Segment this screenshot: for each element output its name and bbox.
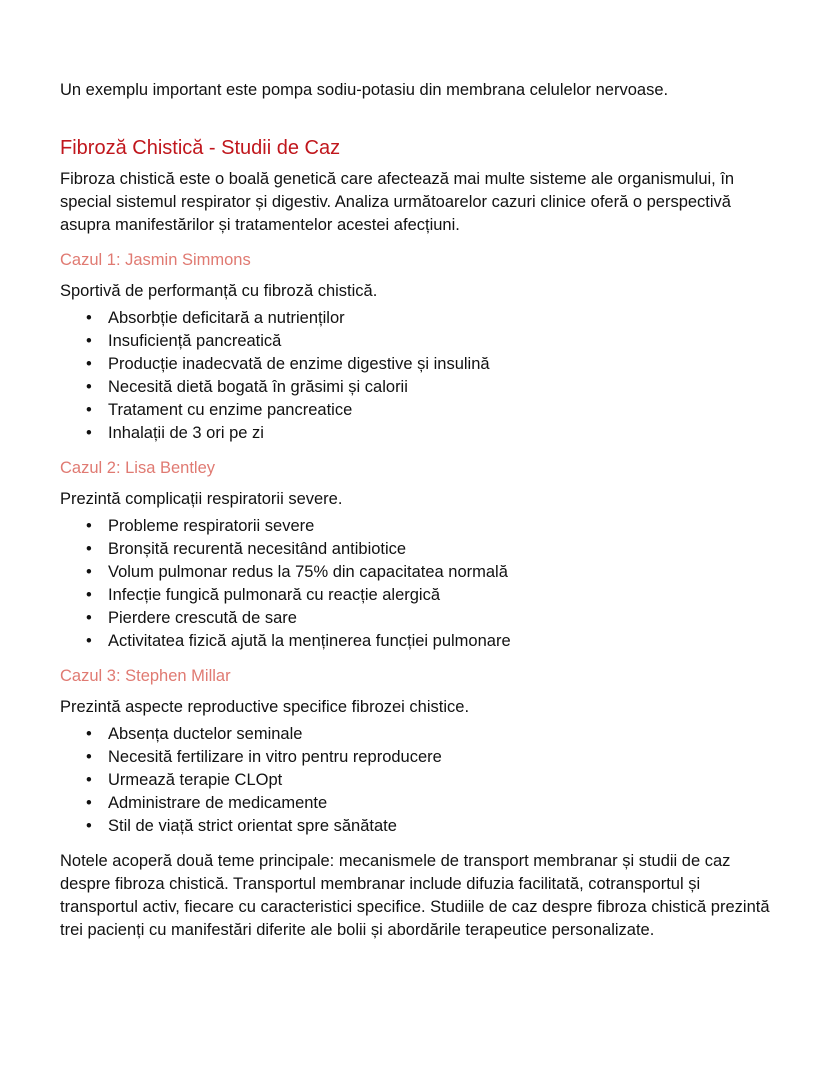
list-item: • Tratament cu enzime pancreatice [86, 399, 780, 422]
list-item: • Absorbție deficitară a nutrienților [86, 307, 780, 330]
list-item: • Absența ductelor seminale [86, 723, 780, 746]
list-item: • Administrare de medicamente [86, 792, 780, 815]
list-item: • Urmează terapie CLOpt [86, 769, 780, 792]
list-item: • Activitatea fizică ajută la menținerea funcției pulmonare [86, 630, 780, 653]
case-2-list [60, 515, 780, 653]
case-3 [60, 665, 780, 838]
list-item: • Probleme respiratorii severe [86, 515, 780, 538]
case-2-description: Prezintă complicații respiratorii severe. [60, 490, 343, 508]
section-description: Fibroza chistică este o boală genetică care afectează mai multe sisteme ale organismului, în special sistemul respirator și digestiv. Analiza următoarelor cazuri clinice oferă o perspectivă asupra manifestărilor și tratamentelor acestei afecțiuni. [60, 170, 735, 234]
case-2-title: Cazul 2: Lisa Bentley [60, 459, 216, 477]
list-item: • Bronșită recurentă necesitând antibiotice [86, 538, 780, 561]
list-item: • Infecție fungică pulmonară cu reacție alergică [86, 584, 780, 607]
case-2 [60, 457, 780, 653]
case-3-description: Prezintă aspecte reproductive specifice fibrozei chistice. [60, 698, 470, 716]
list-item: • Volum pulmonar redus la 75% din capacitatea normală [86, 561, 780, 584]
list-item: • Stil de viață strict orientat spre sănătate [86, 815, 780, 838]
case-3-title: Cazul 3: Stephen Millar [60, 667, 231, 685]
section-title: Fibroză Chistică - Studii de Caz [60, 137, 341, 159]
list-item: • Pierdere crescută de sare [86, 607, 780, 630]
case-1-description: Sportivă de performanță cu fibroză chistică. [60, 282, 378, 300]
list-item: • Necesită dietă bogată în grăsimi și calorii [86, 376, 780, 399]
case-1-list [60, 307, 780, 445]
summary-paragraph: Notele acoperă două teme principale: mecanismele de transport membranar și studii de caz despre fibroza chistică. Transportul membranar include difuzia facilitată, cotransportul și transportul activ, fiecare cu caracteristici specifice. Studiile de caz despre fibroza chistică prezintă trei pacienți cu manifestări diferite ale bolii și abordările terapeutice personalizate. [60, 852, 770, 939]
intro-paragraph: Un exemplu important este pompa sodiu-potasiu din membrana celulelor nervoase. [60, 81, 669, 99]
list-item: • Producție inadecvată de enzime digestive și insulină [86, 353, 780, 376]
case-1-title: Cazul 1: Jasmin Simmons [60, 251, 251, 269]
case-1 [60, 249, 780, 445]
document-page [60, 78, 780, 942]
list-item: • Insuficiență pancreatică [86, 330, 780, 353]
list-item: • Inhalații de 3 ori pe zi [86, 422, 780, 445]
case-3-list [60, 723, 780, 838]
list-item: • Necesită fertilizare in vitro pentru reproducere [86, 746, 780, 769]
